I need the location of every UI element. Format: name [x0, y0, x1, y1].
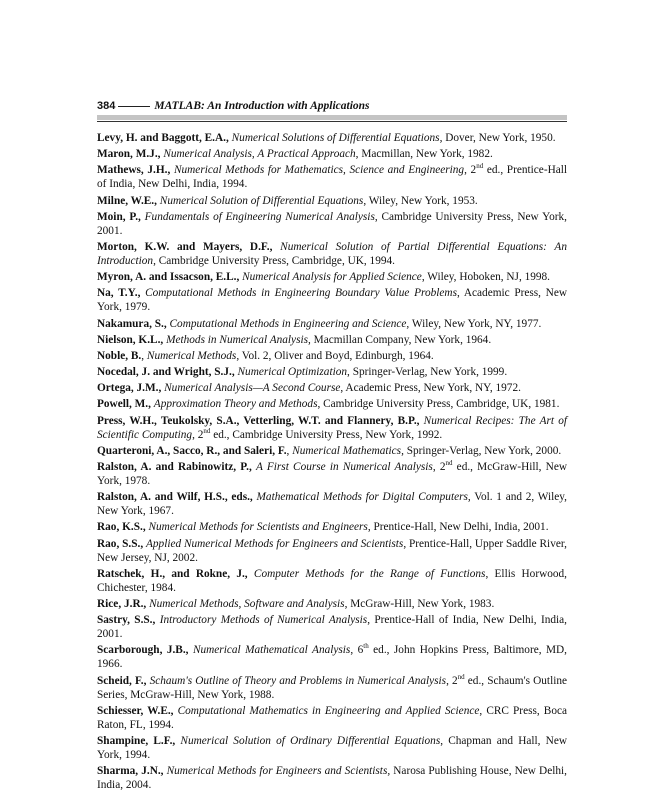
reference-author: Ortega, J.M., — [97, 382, 162, 395]
reference-author: Scheid, F., — [97, 674, 147, 687]
reference-details: Wiley, New York, NY, 1977. — [409, 317, 542, 330]
reference-details: , 2 — [192, 428, 204, 441]
reference-entry — [97, 333, 567, 347]
reference-details: Dover, New York, 1950. — [442, 132, 556, 144]
reference-details: , Springer-Verlag, New York, 1999. — [347, 366, 508, 379]
reference-details: Springer-Verlag, New York, 2000. — [403, 444, 562, 457]
reference-entry — [97, 286, 567, 314]
reference-author: Nielson, K.L., — [97, 333, 164, 346]
reference-details: , CRC Press, Boca Raton, FL, 1994. — [97, 704, 568, 731]
reference-title: Methods in Numerical Analysis, — [166, 333, 311, 346]
reference-title: Computational Methods in Engineering and Science, — [169, 317, 410, 330]
reference-details: ed., Schaum's Outline Series, McGraw-Hill, New York, 1988. — [97, 674, 568, 701]
reference-title: Numerical Solution of Partial Differential Equations: An Introduction — [97, 240, 567, 267]
reference-entry — [97, 397, 567, 411]
reference-author: Nocedal, J. and Wright, S.J., — [97, 366, 235, 379]
reference-author: Nakamura, S., — [97, 317, 167, 330]
reference-entry — [97, 317, 567, 331]
edition-superscript: nd — [457, 672, 465, 681]
reference-title: Mathematical Methods for Digital Computers, — [256, 491, 471, 504]
reference-entry — [97, 131, 567, 145]
reference-details: , Cambridge University Press, New York, 2001. — [97, 210, 567, 237]
reference-author: Milne, W.E., — [97, 194, 157, 207]
reference-details: Macmillan Company, New York, 1964. — [310, 333, 492, 346]
reference-title: Computational Mathematics in Engineering and Applied Science — [177, 704, 480, 717]
edition-superscript: th — [363, 642, 369, 651]
reference-details: Vol. 1 and 2, Wiley, New York, 1967. — [97, 491, 567, 518]
reference-author: Myron, A. and Issacson, E.L., — [97, 271, 240, 284]
reference-list — [97, 131, 567, 794]
running-header — [97, 100, 567, 114]
book-title: MATLAB: An Introduction with Applications — [154, 100, 370, 112]
reference-details: ed., Prentice-Hall of India, New Delhi, India, 1994. — [97, 164, 568, 191]
reference-author: Quarteroni, A., Sacco, R., and Saleri, F. — [97, 444, 287, 457]
reference-entry — [97, 520, 567, 534]
reference-author: Sharma, J.N., — [97, 765, 164, 778]
reference-author: Press, W.H., Teukolsky, S.A., Vetterling, W.T. and Flannery, B.P., — [97, 414, 420, 427]
reference-author: Na, T.Y., — [97, 287, 141, 300]
reference-title: Numerical Analysis, A Practical Approach — [163, 148, 356, 161]
reference-entry — [97, 567, 567, 595]
reference-title: Numerical Mathematical Analysis — [192, 644, 351, 657]
header-rule-line — [97, 121, 567, 122]
header-rule-bar — [97, 115, 567, 120]
reference-details: , Cambridge University Press, Cambridge, UK, 1994. — [153, 254, 395, 267]
reference-title: Introductory Methods of Numerical Analysis — [159, 614, 368, 627]
edition-superscript: nd — [476, 162, 484, 171]
reference-details: , Wiley, New York, 1953. — [363, 194, 478, 207]
reference-details: , Macmillan, New York, 1982. — [355, 148, 493, 161]
reference-details: Narosa Publishing House, New Delhi, India, 2004. — [97, 765, 567, 792]
reference-title: Numerical Solution of Differential Equations — [159, 194, 364, 207]
reference-entry — [97, 147, 567, 161]
reference-author: Shampine, L.F., — [97, 734, 176, 747]
reference-entry — [97, 597, 567, 611]
reference-title: Numerical Analysis—A Second Course — [164, 382, 341, 395]
reference-details: , Prentice-Hall, Upper Saddle River, New Jersey, NJ, 2002. — [97, 537, 567, 564]
reference-title: Numerical Methods, Software and Analysis — [149, 597, 345, 610]
reference-author: Ralston, A. and Wilf, H.S., eds., — [97, 491, 253, 504]
edition-superscript: nd — [445, 459, 453, 468]
reference-details: ed., Cambridge University Press, New York, 1992. — [210, 428, 443, 441]
reference-entry — [97, 537, 567, 565]
reference-author: Noble, B. — [97, 349, 142, 362]
reference-details: , Chapman and Hall, New York, 1994. — [97, 734, 567, 761]
reference-details: , McGraw-Hill, New York, 1983. — [344, 597, 495, 610]
reference-author: Powell, M., — [97, 398, 151, 411]
reference-title: Approximation Theory and Methods — [153, 398, 318, 411]
reference-title: Numerical Methods for Engineers and Scientists, — [166, 765, 391, 778]
reference-entry — [97, 643, 567, 671]
reference-title: Numerical Methods for Scientists and Engineers — [148, 521, 368, 534]
reference-entry — [97, 704, 567, 732]
reference-title: Numerical Methods for Mathematics, Science and Engineering — [173, 164, 465, 177]
reference-title: Numerical Solution of Ordinary Differential Equations — [180, 734, 441, 747]
reference-author: Maron, M.J., — [97, 148, 161, 161]
reference-entry — [97, 460, 567, 488]
reference-entry — [97, 444, 567, 458]
reference-title: Numerical Mathematics, — [292, 444, 404, 457]
reference-entry — [97, 490, 567, 518]
reference-entry — [97, 365, 567, 379]
reference-title: Computer Methods for the Range of Functions — [253, 567, 486, 580]
reference-author: Moin, P., — [97, 210, 141, 223]
reference-details: , 2 — [432, 461, 446, 473]
reference-author: Ratschek, H., and Rokne, J., — [97, 567, 248, 580]
reference-entry — [97, 163, 567, 191]
reference-title: Computational Methods in Engineering Boundary Value Problems — [145, 287, 457, 300]
reference-entry — [97, 613, 567, 641]
reference-author: Schiesser, W.E., — [97, 704, 174, 717]
reference-details: Vol. 2, Oliver and Boyd, Edinburgh, 1964. — [239, 349, 434, 362]
reference-entry — [97, 240, 567, 268]
reference-author: Sastry, S.S., — [97, 614, 156, 627]
reference-details: , 6 — [350, 644, 364, 657]
reference-separator: , — [286, 444, 293, 457]
reference-author: Mathews, J.H., — [97, 164, 171, 177]
reference-entry — [97, 349, 567, 363]
reference-details: , 2 — [464, 164, 477, 177]
reference-entry — [97, 381, 567, 395]
reference-entry — [97, 194, 567, 208]
reference-author: Rao, K.S., — [97, 521, 146, 534]
reference-details: , Academic Press, New York, 1979. — [97, 287, 568, 314]
reference-author: Levy, H. and Baggott, E.A., — [97, 132, 229, 144]
reference-entry — [97, 414, 567, 442]
reference-title: Numerical Methods, — [146, 349, 240, 362]
reference-author: Ralston, A. and Rabinowitz, P., — [97, 461, 252, 473]
edition-superscript: nd — [203, 426, 211, 435]
reference-author: Rao, S.S., — [97, 537, 144, 550]
reference-author: Morton, K.W. and Mayers, D.F., — [97, 240, 273, 253]
reference-details: ed., John Hopkins Press, Baltimore, MD, 1966. — [97, 644, 568, 671]
header-dash — [118, 106, 150, 107]
reference-title: Numerical Optimization — [237, 366, 348, 379]
reference-title: Applied Numerical Methods for Engineers and Scientists — [146, 537, 404, 550]
reference-title: Numerical Solutions of Differential Equations, — [231, 132, 443, 144]
reference-entry — [97, 270, 567, 284]
reference-details: , Cambridge University Press, Cambridge, UK, 1981. — [317, 398, 560, 411]
reference-title: Numerical Recipes: The Art of Scientific Computing — [97, 414, 568, 441]
reference-details: , Academic Press, New York, NY, 1972. — [340, 382, 521, 395]
reference-author: Scarborough, J.B., — [97, 644, 189, 657]
reference-title: Numerical Analysis for Applied Science — [242, 271, 422, 284]
reference-entry — [97, 210, 567, 238]
reference-details: , 2 — [446, 674, 458, 687]
reference-entry — [97, 764, 567, 792]
page-number: 384 — [97, 100, 116, 112]
reference-entry — [97, 674, 567, 702]
reference-separator: , — [141, 349, 147, 362]
reference-title: A First Course in Numerical Analysis — [255, 461, 433, 473]
reference-details: , Prentice-Hall of India, New Delhi, India, 2001. — [97, 614, 567, 641]
reference-title: Fundamentals of Engineering Numerical Analysis — [144, 210, 375, 223]
reference-details: ed., McGraw-Hill, New York, 1978. — [97, 461, 568, 487]
reference-details: , Ellis Horwood, Chichester, 1984. — [97, 567, 568, 594]
reference-details: , Prentice-Hall, New Delhi, India, 2001. — [367, 521, 549, 534]
reference-title: Schaum's Outline of Theory and Problems in Numerical Analysis — [149, 674, 447, 687]
reference-details: , Wiley, Hoboken, NJ, 1998. — [421, 271, 551, 284]
reference-author: Rice, J.R., — [97, 597, 147, 610]
reference-entry — [97, 734, 567, 762]
